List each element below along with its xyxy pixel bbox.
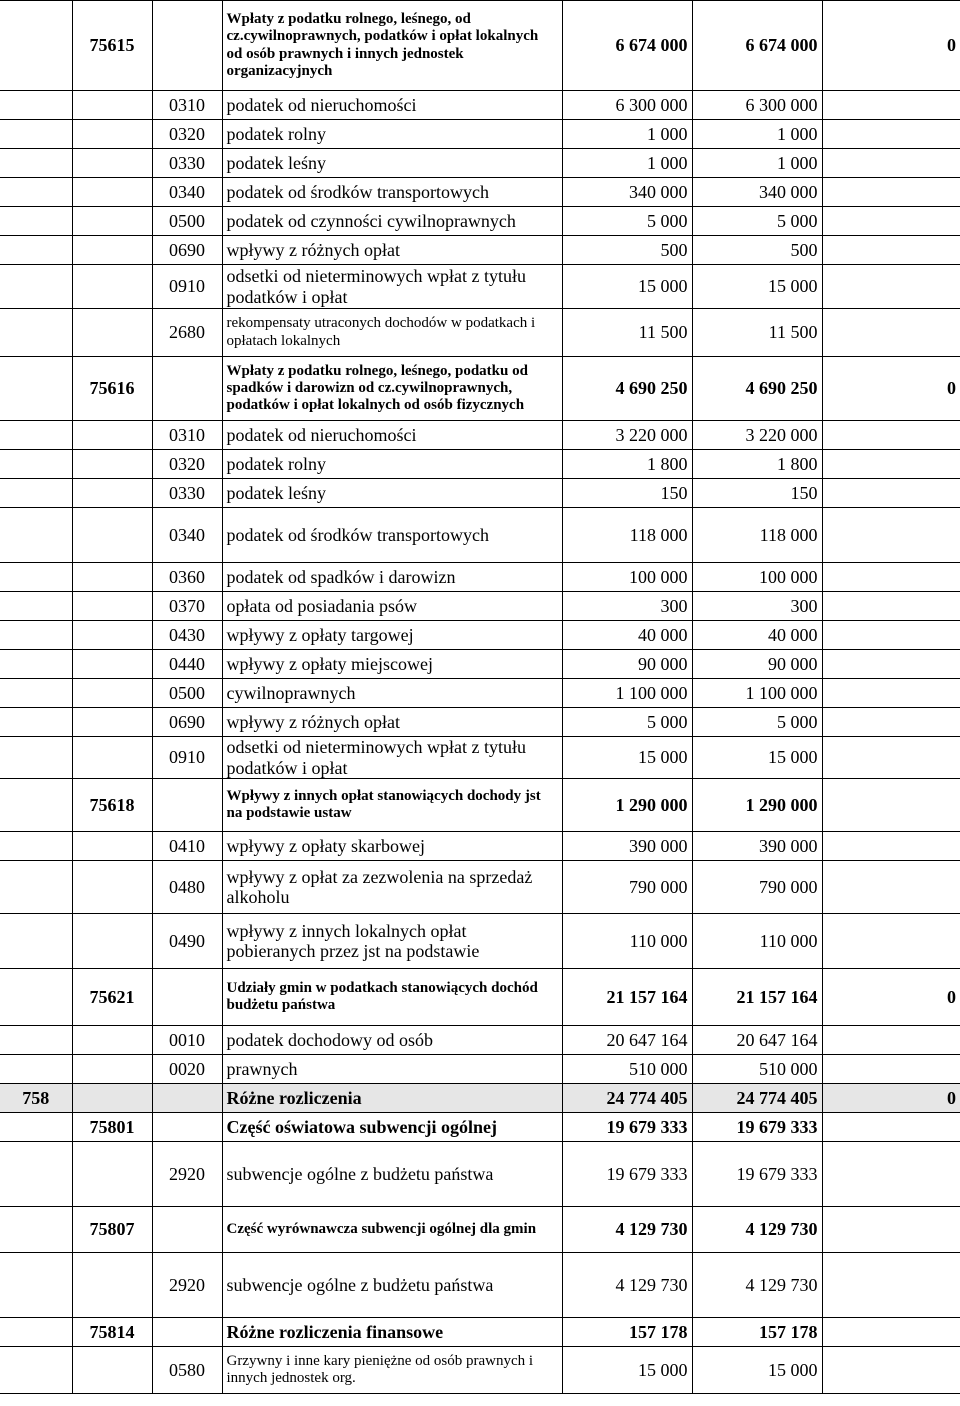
dzial-cell (0, 832, 72, 861)
wykonanie-cell: 1 000 (692, 120, 822, 149)
plan-cell: 790 000 (562, 861, 692, 914)
nazwa-cell: podatek od środków transportowych (222, 508, 562, 563)
plan-cell: 500 (562, 236, 692, 265)
procent-cell (822, 621, 960, 650)
wykonanie-cell: 100 000 (692, 563, 822, 592)
nazwa-cell: Grzywny i inne kary pieniężne od osób prawnych i innych jednostek org. (222, 1347, 562, 1394)
paragraf-cell: 0490 (152, 914, 222, 969)
wykonanie-cell: 390 000 (692, 832, 822, 861)
table-row (0, 679, 960, 708)
rozdzial-cell (72, 178, 152, 207)
paragraf-cell: 0690 (152, 708, 222, 737)
dzial-cell: 758 (0, 1084, 72, 1113)
nazwa-cell: Wpłaty z podatku rolnego, leśnego, od cz.cywilnoprawnych, podatków i opłat lokalnych od osób prawnych i innych jednostek organizacyjnych (222, 1, 562, 91)
paragraf-cell: 0310 (152, 91, 222, 120)
procent-cell (822, 1207, 960, 1253)
rozdzial-cell (72, 479, 152, 508)
dzial-cell (0, 91, 72, 120)
wykonanie-cell: 15 000 (692, 737, 822, 779)
paragraf-cell: 0500 (152, 207, 222, 236)
wykonanie-cell: 1 000 (692, 149, 822, 178)
wykonanie-cell: 21 157 164 (692, 969, 822, 1026)
wykonanie-cell: 15 000 (692, 1347, 822, 1394)
rozdzial-cell (72, 1347, 152, 1394)
procent-cell (822, 861, 960, 914)
plan-cell: 1 100 000 (562, 679, 692, 708)
nazwa-cell: podatek od czynności cywilnoprawnych (222, 207, 562, 236)
table-row (0, 421, 960, 450)
nazwa-cell: wpływy z opłaty targowej (222, 621, 562, 650)
dzial-cell (0, 1318, 72, 1347)
budget-table-body (0, 1, 960, 1394)
plan-cell: 24 774 405 (562, 1084, 692, 1113)
procent-cell (822, 779, 960, 832)
paragraf-cell: 0410 (152, 832, 222, 861)
dzial-cell (0, 1207, 72, 1253)
table-row (0, 1253, 960, 1318)
plan-cell: 150 (562, 479, 692, 508)
dzial-cell (0, 969, 72, 1026)
plan-cell: 19 679 333 (562, 1113, 692, 1142)
wykonanie-cell: 510 000 (692, 1055, 822, 1084)
plan-cell: 6 300 000 (562, 91, 692, 120)
plan-cell: 100 000 (562, 563, 692, 592)
dzial-cell (0, 1142, 72, 1207)
table-row (0, 207, 960, 236)
paragraf-cell: 0440 (152, 650, 222, 679)
procent-cell: 0 (822, 1, 960, 91)
plan-cell: 5 000 (562, 708, 692, 737)
table-row (0, 592, 960, 621)
nazwa-cell: Różne rozliczenia finansowe (222, 1318, 562, 1347)
paragraf-cell: 0330 (152, 479, 222, 508)
paragraf-cell: 0340 (152, 178, 222, 207)
paragraf-cell (152, 1113, 222, 1142)
nazwa-cell: odsetki od nieterminowych wpłat z tytułu podatków i opłat (222, 265, 562, 309)
paragraf-cell: 2680 (152, 309, 222, 357)
procent-cell (822, 650, 960, 679)
rozdzial-cell (72, 832, 152, 861)
nazwa-cell: podatek od nieruchomości (222, 421, 562, 450)
plan-cell: 3 220 000 (562, 421, 692, 450)
table-row (0, 1084, 960, 1113)
rozdzial-cell (72, 621, 152, 650)
dzial-cell (0, 708, 72, 737)
table-row (0, 779, 960, 832)
procent-cell (822, 1347, 960, 1394)
rozdzial-cell (72, 861, 152, 914)
nazwa-cell: wpływy z różnych opłat (222, 708, 562, 737)
table-row (0, 265, 960, 309)
plan-cell: 4 129 730 (562, 1253, 692, 1318)
table-row (0, 563, 960, 592)
procent-cell (822, 592, 960, 621)
paragraf-cell (152, 779, 222, 832)
table-row (0, 1055, 960, 1084)
paragraf-cell (152, 357, 222, 421)
nazwa-cell: subwencje ogólne z budżetu państwa (222, 1253, 562, 1318)
rozdzial-cell: 75814 (72, 1318, 152, 1347)
wykonanie-cell: 4 690 250 (692, 357, 822, 421)
table-row (0, 309, 960, 357)
dzial-cell (0, 650, 72, 679)
rozdzial-cell (72, 508, 152, 563)
rozdzial-cell (72, 265, 152, 309)
rozdzial-cell: 75801 (72, 1113, 152, 1142)
dzial-cell (0, 309, 72, 357)
plan-cell: 15 000 (562, 737, 692, 779)
plan-cell: 11 500 (562, 309, 692, 357)
plan-cell: 390 000 (562, 832, 692, 861)
paragraf-cell (152, 969, 222, 1026)
paragraf-cell: 2920 (152, 1253, 222, 1318)
nazwa-cell: podatek rolny (222, 120, 562, 149)
table-row (0, 357, 960, 421)
dzial-cell (0, 450, 72, 479)
rozdzial-cell (72, 91, 152, 120)
table-row (0, 708, 960, 737)
dzial-cell (0, 1347, 72, 1394)
wykonanie-cell: 4 129 730 (692, 1253, 822, 1318)
wykonanie-cell: 20 647 164 (692, 1026, 822, 1055)
dzial-cell (0, 1026, 72, 1055)
wykonanie-cell: 40 000 (692, 621, 822, 650)
rozdzial-cell (72, 708, 152, 737)
paragraf-cell: 0910 (152, 265, 222, 309)
procent-cell (822, 236, 960, 265)
procent-cell: 0 (822, 1084, 960, 1113)
dzial-cell (0, 679, 72, 708)
dzial-cell (0, 178, 72, 207)
plan-cell: 20 647 164 (562, 1026, 692, 1055)
rozdzial-cell (72, 1026, 152, 1055)
dzial-cell (0, 1253, 72, 1318)
paragraf-cell: 0500 (152, 679, 222, 708)
procent-cell (822, 914, 960, 969)
rozdzial-cell (72, 592, 152, 621)
nazwa-cell: Różne rozliczenia (222, 1084, 562, 1113)
wykonanie-cell: 500 (692, 236, 822, 265)
paragraf-cell: 0320 (152, 450, 222, 479)
table-row (0, 450, 960, 479)
paragraf-cell: 0360 (152, 563, 222, 592)
plan-cell: 19 679 333 (562, 1142, 692, 1207)
wykonanie-cell: 6 300 000 (692, 91, 822, 120)
table-row (0, 1142, 960, 1207)
paragraf-cell: 0310 (152, 421, 222, 450)
procent-cell (822, 450, 960, 479)
wykonanie-cell: 3 220 000 (692, 421, 822, 450)
procent-cell (822, 149, 960, 178)
nazwa-cell: Część oświatowa subwencji ogólnej (222, 1113, 562, 1142)
wykonanie-cell: 300 (692, 592, 822, 621)
procent-cell: 0 (822, 969, 960, 1026)
dzial-cell (0, 563, 72, 592)
table-row (0, 737, 960, 779)
wykonanie-cell: 150 (692, 479, 822, 508)
nazwa-cell: Część wyrównawcza subwencji ogólnej dla gmin (222, 1207, 562, 1253)
dzial-cell (0, 508, 72, 563)
wykonanie-cell: 1 290 000 (692, 779, 822, 832)
nazwa-cell: Wpłaty z podatku rolnego, leśnego, podatku od spadków i darowizn od cz.cywilnoprawnych, podatków i opłat lokalnych od osób fizycznych (222, 357, 562, 421)
rozdzial-cell: 75807 (72, 1207, 152, 1253)
plan-cell: 90 000 (562, 650, 692, 679)
table-row (0, 1026, 960, 1055)
dzial-cell (0, 207, 72, 236)
plan-cell: 1 290 000 (562, 779, 692, 832)
dzial-cell (0, 592, 72, 621)
rozdzial-cell (72, 1142, 152, 1207)
procent-cell (822, 1026, 960, 1055)
rozdzial-cell (72, 650, 152, 679)
rozdzial-cell (72, 207, 152, 236)
procent-cell (822, 832, 960, 861)
dzial-cell (0, 149, 72, 178)
nazwa-cell: subwencje ogólne z budżetu państwa (222, 1142, 562, 1207)
paragraf-cell (152, 1, 222, 91)
procent-cell (822, 120, 960, 149)
nazwa-cell: rekompensaty utraconych dochodów w podatkach i opłatach lokalnych (222, 309, 562, 357)
rozdzial-cell (72, 737, 152, 779)
table-row (0, 1207, 960, 1253)
wykonanie-cell: 90 000 (692, 650, 822, 679)
procent-cell (822, 1253, 960, 1318)
dzial-cell (0, 421, 72, 450)
wykonanie-cell: 340 000 (692, 178, 822, 207)
rozdzial-cell (72, 679, 152, 708)
procent-cell (822, 1142, 960, 1207)
nazwa-cell: podatek leśny (222, 149, 562, 178)
plan-cell: 15 000 (562, 265, 692, 309)
nazwa-cell: cywilnoprawnych (222, 679, 562, 708)
dzial-cell (0, 914, 72, 969)
rozdzial-cell: 75621 (72, 969, 152, 1026)
plan-cell: 300 (562, 592, 692, 621)
procent-cell (822, 421, 960, 450)
table-row (0, 508, 960, 563)
dzial-cell (0, 861, 72, 914)
dzial-cell (0, 621, 72, 650)
plan-cell: 118 000 (562, 508, 692, 563)
wykonanie-cell: 19 679 333 (692, 1142, 822, 1207)
paragraf-cell (152, 1207, 222, 1253)
wykonanie-cell: 110 000 (692, 914, 822, 969)
procent-cell (822, 563, 960, 592)
procent-cell (822, 91, 960, 120)
nazwa-cell: wpływy z innych lokalnych opłat pobieranych przez jst na podstawie (222, 914, 562, 969)
paragraf-cell (152, 1318, 222, 1347)
paragraf-cell: 2920 (152, 1142, 222, 1207)
paragraf-cell: 0580 (152, 1347, 222, 1394)
table-row (0, 236, 960, 265)
nazwa-cell: podatek od środków transportowych (222, 178, 562, 207)
rozdzial-cell (72, 149, 152, 178)
nazwa-cell: prawnych (222, 1055, 562, 1084)
wykonanie-cell: 1 100 000 (692, 679, 822, 708)
dzial-cell (0, 737, 72, 779)
nazwa-cell: podatek dochodowy od osób (222, 1026, 562, 1055)
paragraf-cell: 0690 (152, 236, 222, 265)
rozdzial-cell (72, 914, 152, 969)
plan-cell: 1 000 (562, 149, 692, 178)
nazwa-cell: wpływy z różnych opłat (222, 236, 562, 265)
procent-cell (822, 708, 960, 737)
table-row (0, 861, 960, 914)
plan-cell: 157 178 (562, 1318, 692, 1347)
nazwa-cell: odsetki od nieterminowych wpłat z tytułu podatków i opłat (222, 737, 562, 779)
wykonanie-cell: 5 000 (692, 207, 822, 236)
rozdzial-cell (72, 309, 152, 357)
procent-cell (822, 679, 960, 708)
table-row (0, 1, 960, 91)
paragraf-cell: 0480 (152, 861, 222, 914)
rozdzial-cell (72, 1084, 152, 1113)
wykonanie-cell: 5 000 (692, 708, 822, 737)
dzial-cell (0, 265, 72, 309)
procent-cell (822, 737, 960, 779)
nazwa-cell: podatek rolny (222, 450, 562, 479)
table-row (0, 178, 960, 207)
plan-cell: 4 690 250 (562, 357, 692, 421)
procent-cell (822, 178, 960, 207)
table-row (0, 91, 960, 120)
table-row (0, 650, 960, 679)
nazwa-cell: podatek od spadków i darowizn (222, 563, 562, 592)
dzial-cell (0, 779, 72, 832)
dzial-cell (0, 236, 72, 265)
nazwa-cell: podatek od nieruchomości (222, 91, 562, 120)
procent-cell (822, 265, 960, 309)
table-row (0, 1318, 960, 1347)
wykonanie-cell: 118 000 (692, 508, 822, 563)
plan-cell: 5 000 (562, 207, 692, 236)
rozdzial-cell: 75616 (72, 357, 152, 421)
nazwa-cell: podatek leśny (222, 479, 562, 508)
paragraf-cell: 0910 (152, 737, 222, 779)
rozdzial-cell: 75618 (72, 779, 152, 832)
rozdzial-cell (72, 450, 152, 479)
plan-cell: 40 000 (562, 621, 692, 650)
plan-cell: 1 800 (562, 450, 692, 479)
wykonanie-cell: 11 500 (692, 309, 822, 357)
table-row (0, 969, 960, 1026)
dzial-cell (0, 1055, 72, 1084)
wykonanie-cell: 1 800 (692, 450, 822, 479)
paragraf-cell: 0330 (152, 149, 222, 178)
procent-cell (822, 479, 960, 508)
procent-cell (822, 207, 960, 236)
procent-cell (822, 1318, 960, 1347)
wykonanie-cell: 24 774 405 (692, 1084, 822, 1113)
nazwa-cell: wpływy z opłat za zezwolenia na sprzedaż alkoholu (222, 861, 562, 914)
paragraf-cell (152, 1084, 222, 1113)
paragraf-cell: 0340 (152, 508, 222, 563)
rozdzial-cell: 75615 (72, 1, 152, 91)
rozdzial-cell (72, 236, 152, 265)
dzial-cell (0, 1113, 72, 1142)
table-row (0, 1347, 960, 1394)
plan-cell: 110 000 (562, 914, 692, 969)
rozdzial-cell (72, 1253, 152, 1318)
plan-cell: 6 674 000 (562, 1, 692, 91)
dzial-cell (0, 1, 72, 91)
procent-cell (822, 309, 960, 357)
nazwa-cell: wpływy z opłaty skarbowej (222, 832, 562, 861)
table-row (0, 621, 960, 650)
dzial-cell (0, 479, 72, 508)
nazwa-cell: Udziały gmin w podatkach stanowiących dochód budżetu państwa (222, 969, 562, 1026)
procent-cell (822, 1055, 960, 1084)
paragraf-cell: 0020 (152, 1055, 222, 1084)
table-row (0, 1113, 960, 1142)
paragraf-cell: 0010 (152, 1026, 222, 1055)
plan-cell: 510 000 (562, 1055, 692, 1084)
rozdzial-cell (72, 1055, 152, 1084)
procent-cell (822, 1113, 960, 1142)
nazwa-cell: wpływy z opłaty miejscowej (222, 650, 562, 679)
table-row (0, 914, 960, 969)
wykonanie-cell: 15 000 (692, 265, 822, 309)
table-row (0, 479, 960, 508)
dzial-cell (0, 357, 72, 421)
rozdzial-cell (72, 421, 152, 450)
wykonanie-cell: 157 178 (692, 1318, 822, 1347)
procent-cell (822, 508, 960, 563)
wykonanie-cell: 4 129 730 (692, 1207, 822, 1253)
nazwa-cell: Wpływy z innych opłat stanowiących dochody jst na podstawie ustaw (222, 779, 562, 832)
plan-cell: 340 000 (562, 178, 692, 207)
rozdzial-cell (72, 120, 152, 149)
paragraf-cell: 0320 (152, 120, 222, 149)
wykonanie-cell: 19 679 333 (692, 1113, 822, 1142)
dzial-cell (0, 120, 72, 149)
wykonanie-cell: 790 000 (692, 861, 822, 914)
procent-cell: 0 (822, 357, 960, 421)
plan-cell: 21 157 164 (562, 969, 692, 1026)
table-row (0, 120, 960, 149)
rozdzial-cell (72, 563, 152, 592)
wykonanie-cell: 6 674 000 (692, 1, 822, 91)
paragraf-cell: 0430 (152, 621, 222, 650)
plan-cell: 4 129 730 (562, 1207, 692, 1253)
table-row (0, 832, 960, 861)
plan-cell: 15 000 (562, 1347, 692, 1394)
nazwa-cell: opłata od posiadania psów (222, 592, 562, 621)
plan-cell: 1 000 (562, 120, 692, 149)
paragraf-cell: 0370 (152, 592, 222, 621)
table-row (0, 149, 960, 178)
